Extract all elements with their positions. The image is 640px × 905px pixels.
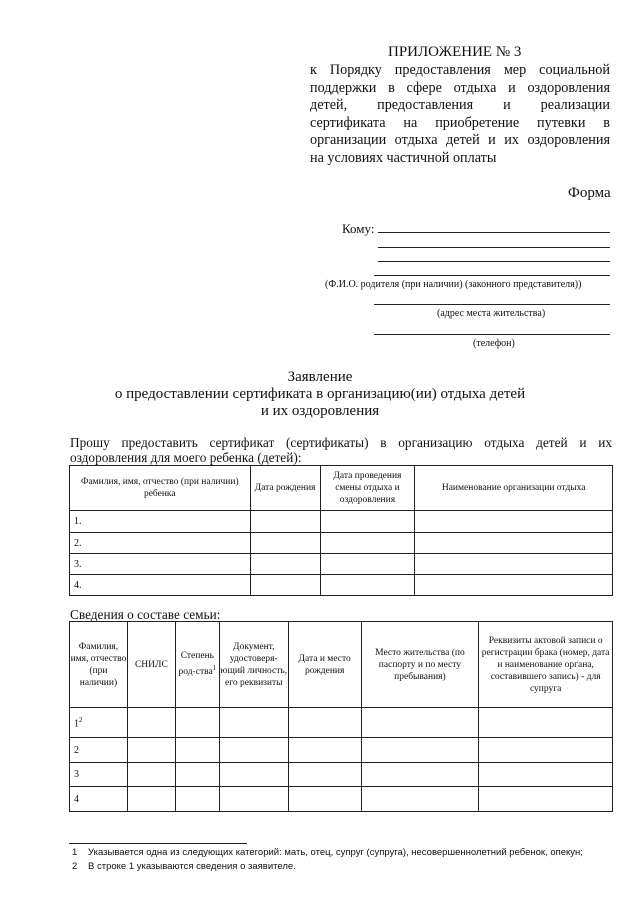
table-cell[interactable]	[175, 738, 219, 763]
appendix-line: сертификата на приобретение путевки в	[310, 114, 610, 131]
table-cell[interactable]	[250, 554, 320, 575]
table-cell[interactable]	[415, 533, 613, 554]
family-header-name: Фамилия, имя, отчество (при наличии)	[70, 622, 128, 708]
row-number	[70, 708, 128, 738]
phone-line[interactable]	[374, 334, 610, 335]
table-row	[70, 738, 613, 763]
family-header-birth: Дата и место рождения	[288, 622, 361, 708]
appendix-line: детей, предоставления и реализации	[310, 97, 610, 113]
footnote-number: 1	[72, 847, 78, 858]
children-header-organization: Наименование организации отдыха	[415, 466, 613, 511]
document-title	[60, 369, 580, 420]
row-number: 1.	[70, 511, 251, 533]
footnote-mark: 1	[212, 664, 217, 673]
table-cell[interactable]	[127, 738, 175, 763]
table-cell[interactable]	[175, 787, 219, 812]
row-number: 2.	[70, 533, 251, 554]
family-header-degree	[175, 622, 219, 708]
row-number-text: 1	[74, 718, 79, 730]
table-cell[interactable]	[127, 708, 175, 738]
table-cell[interactable]	[479, 738, 613, 763]
footnote-text: В строке 1 указываются сведения о заявителе.	[88, 861, 296, 872]
to-line-2[interactable]	[378, 247, 610, 248]
to-line-3[interactable]	[378, 261, 610, 262]
table-cell[interactable]	[320, 575, 415, 596]
table-cell[interactable]	[219, 708, 288, 738]
table-cell[interactable]	[288, 787, 361, 812]
table-row	[70, 787, 613, 812]
table-cell[interactable]	[320, 533, 415, 554]
address-caption: (адрес места жительства)	[437, 308, 546, 319]
children-header-shift-date: Дата проведения смены отдыха и оздоровления	[320, 466, 415, 511]
table-cell[interactable]	[320, 511, 415, 533]
request-text: Прошу предоставить сертификат (сертификаты) в организацию отдыха детей и их оздоровления для моего ребенка (детей):	[70, 435, 612, 465]
form-label: Форма	[568, 185, 611, 201]
footnote-number: 2	[72, 861, 78, 872]
appendix-title: ПРИЛОЖЕНИЕ № 3	[388, 44, 522, 60]
table-cell[interactable]	[175, 763, 219, 787]
family-header-marriage: Реквизиты актовой записи о регистрации брака (номер, дата и наименование органа, составившего запись) - для супруга	[479, 622, 613, 708]
footnote-2	[72, 861, 296, 872]
table-row	[70, 533, 613, 554]
table-cell[interactable]	[288, 763, 361, 787]
table-cell[interactable]	[415, 511, 613, 533]
table-cell[interactable]	[415, 575, 613, 596]
family-header-document: Документ, удостоверя-ющий личность, его реквизиты	[219, 622, 288, 708]
table-cell[interactable]	[127, 787, 175, 812]
row-number: 2	[70, 738, 128, 763]
table-cell[interactable]	[361, 738, 479, 763]
table-row	[70, 554, 613, 575]
row-number: 3	[70, 763, 128, 787]
table-cell[interactable]	[219, 738, 288, 763]
fio-caption: (Ф.И.О. родителя (при наличии) (законного представителя))	[325, 279, 582, 290]
table-cell[interactable]	[288, 738, 361, 763]
table-row	[70, 575, 613, 596]
phone-caption: (телефон)	[473, 338, 515, 349]
table-cell[interactable]	[320, 554, 415, 575]
table-cell[interactable]	[250, 533, 320, 554]
table-cell[interactable]	[479, 763, 613, 787]
table-cell[interactable]	[361, 763, 479, 787]
row-number: 4.	[70, 575, 251, 596]
appendix-line: на условиях частичной оплаты	[310, 149, 497, 166]
family-label: Сведения о составе семьи:	[70, 607, 221, 622]
table-cell[interactable]	[479, 787, 613, 812]
table-cell[interactable]	[361, 708, 479, 738]
footnote-1	[72, 847, 583, 858]
table-cell[interactable]	[127, 763, 175, 787]
degree-text: Степень род-ства	[178, 651, 214, 678]
family-header-snils: СНИЛС	[127, 622, 175, 708]
children-header-birthdate: Дата рождения	[250, 466, 320, 511]
address-line[interactable]	[374, 304, 610, 305]
to-label: Кому:	[342, 221, 375, 236]
table-cell[interactable]	[415, 554, 613, 575]
table-cell[interactable]	[288, 708, 361, 738]
table-cell[interactable]	[250, 575, 320, 596]
family-header-residence: Место жительства (по паспорту и по месту пребывания)	[361, 622, 479, 708]
appendix-line: организации отдыха детей и их оздоровления	[310, 132, 610, 148]
to-line-1[interactable]	[378, 232, 610, 233]
footnote-text: Указывается одна из следующих категорий: мать, отец, супруг (супруга), несовершеннолетний ребенок, опекун;	[88, 847, 583, 858]
footnote-divider	[69, 843, 247, 844]
table-row	[70, 708, 613, 738]
row-number: 3.	[70, 554, 251, 575]
appendix-line: поддержки в сфере отдыха и оздоровления	[310, 79, 610, 96]
table-cell[interactable]	[175, 708, 219, 738]
title-line-1: Заявление	[287, 369, 353, 385]
appendix-reference	[310, 62, 610, 167]
table-cell[interactable]	[479, 708, 613, 738]
family-table	[69, 621, 613, 812]
title-line-2: о предоставлении сертификата в организацию(ии) отдыха детей	[114, 386, 526, 402]
table-row	[70, 511, 613, 533]
row-number: 4	[70, 787, 128, 812]
table-cell[interactable]	[219, 787, 288, 812]
table-row	[70, 763, 613, 787]
table-cell[interactable]	[361, 787, 479, 812]
table-cell[interactable]	[219, 763, 288, 787]
children-table	[69, 465, 613, 596]
title-line-3: и их оздоровления	[260, 403, 380, 419]
to-line-4[interactable]	[374, 275, 610, 276]
children-header-name: Фамилия, имя, отчество (при наличии) ребенка	[70, 466, 251, 511]
table-cell[interactable]	[250, 511, 320, 533]
appendix-line: к Порядку предоставления мер социальной	[310, 62, 610, 78]
footnote-mark: 2	[79, 715, 83, 724]
